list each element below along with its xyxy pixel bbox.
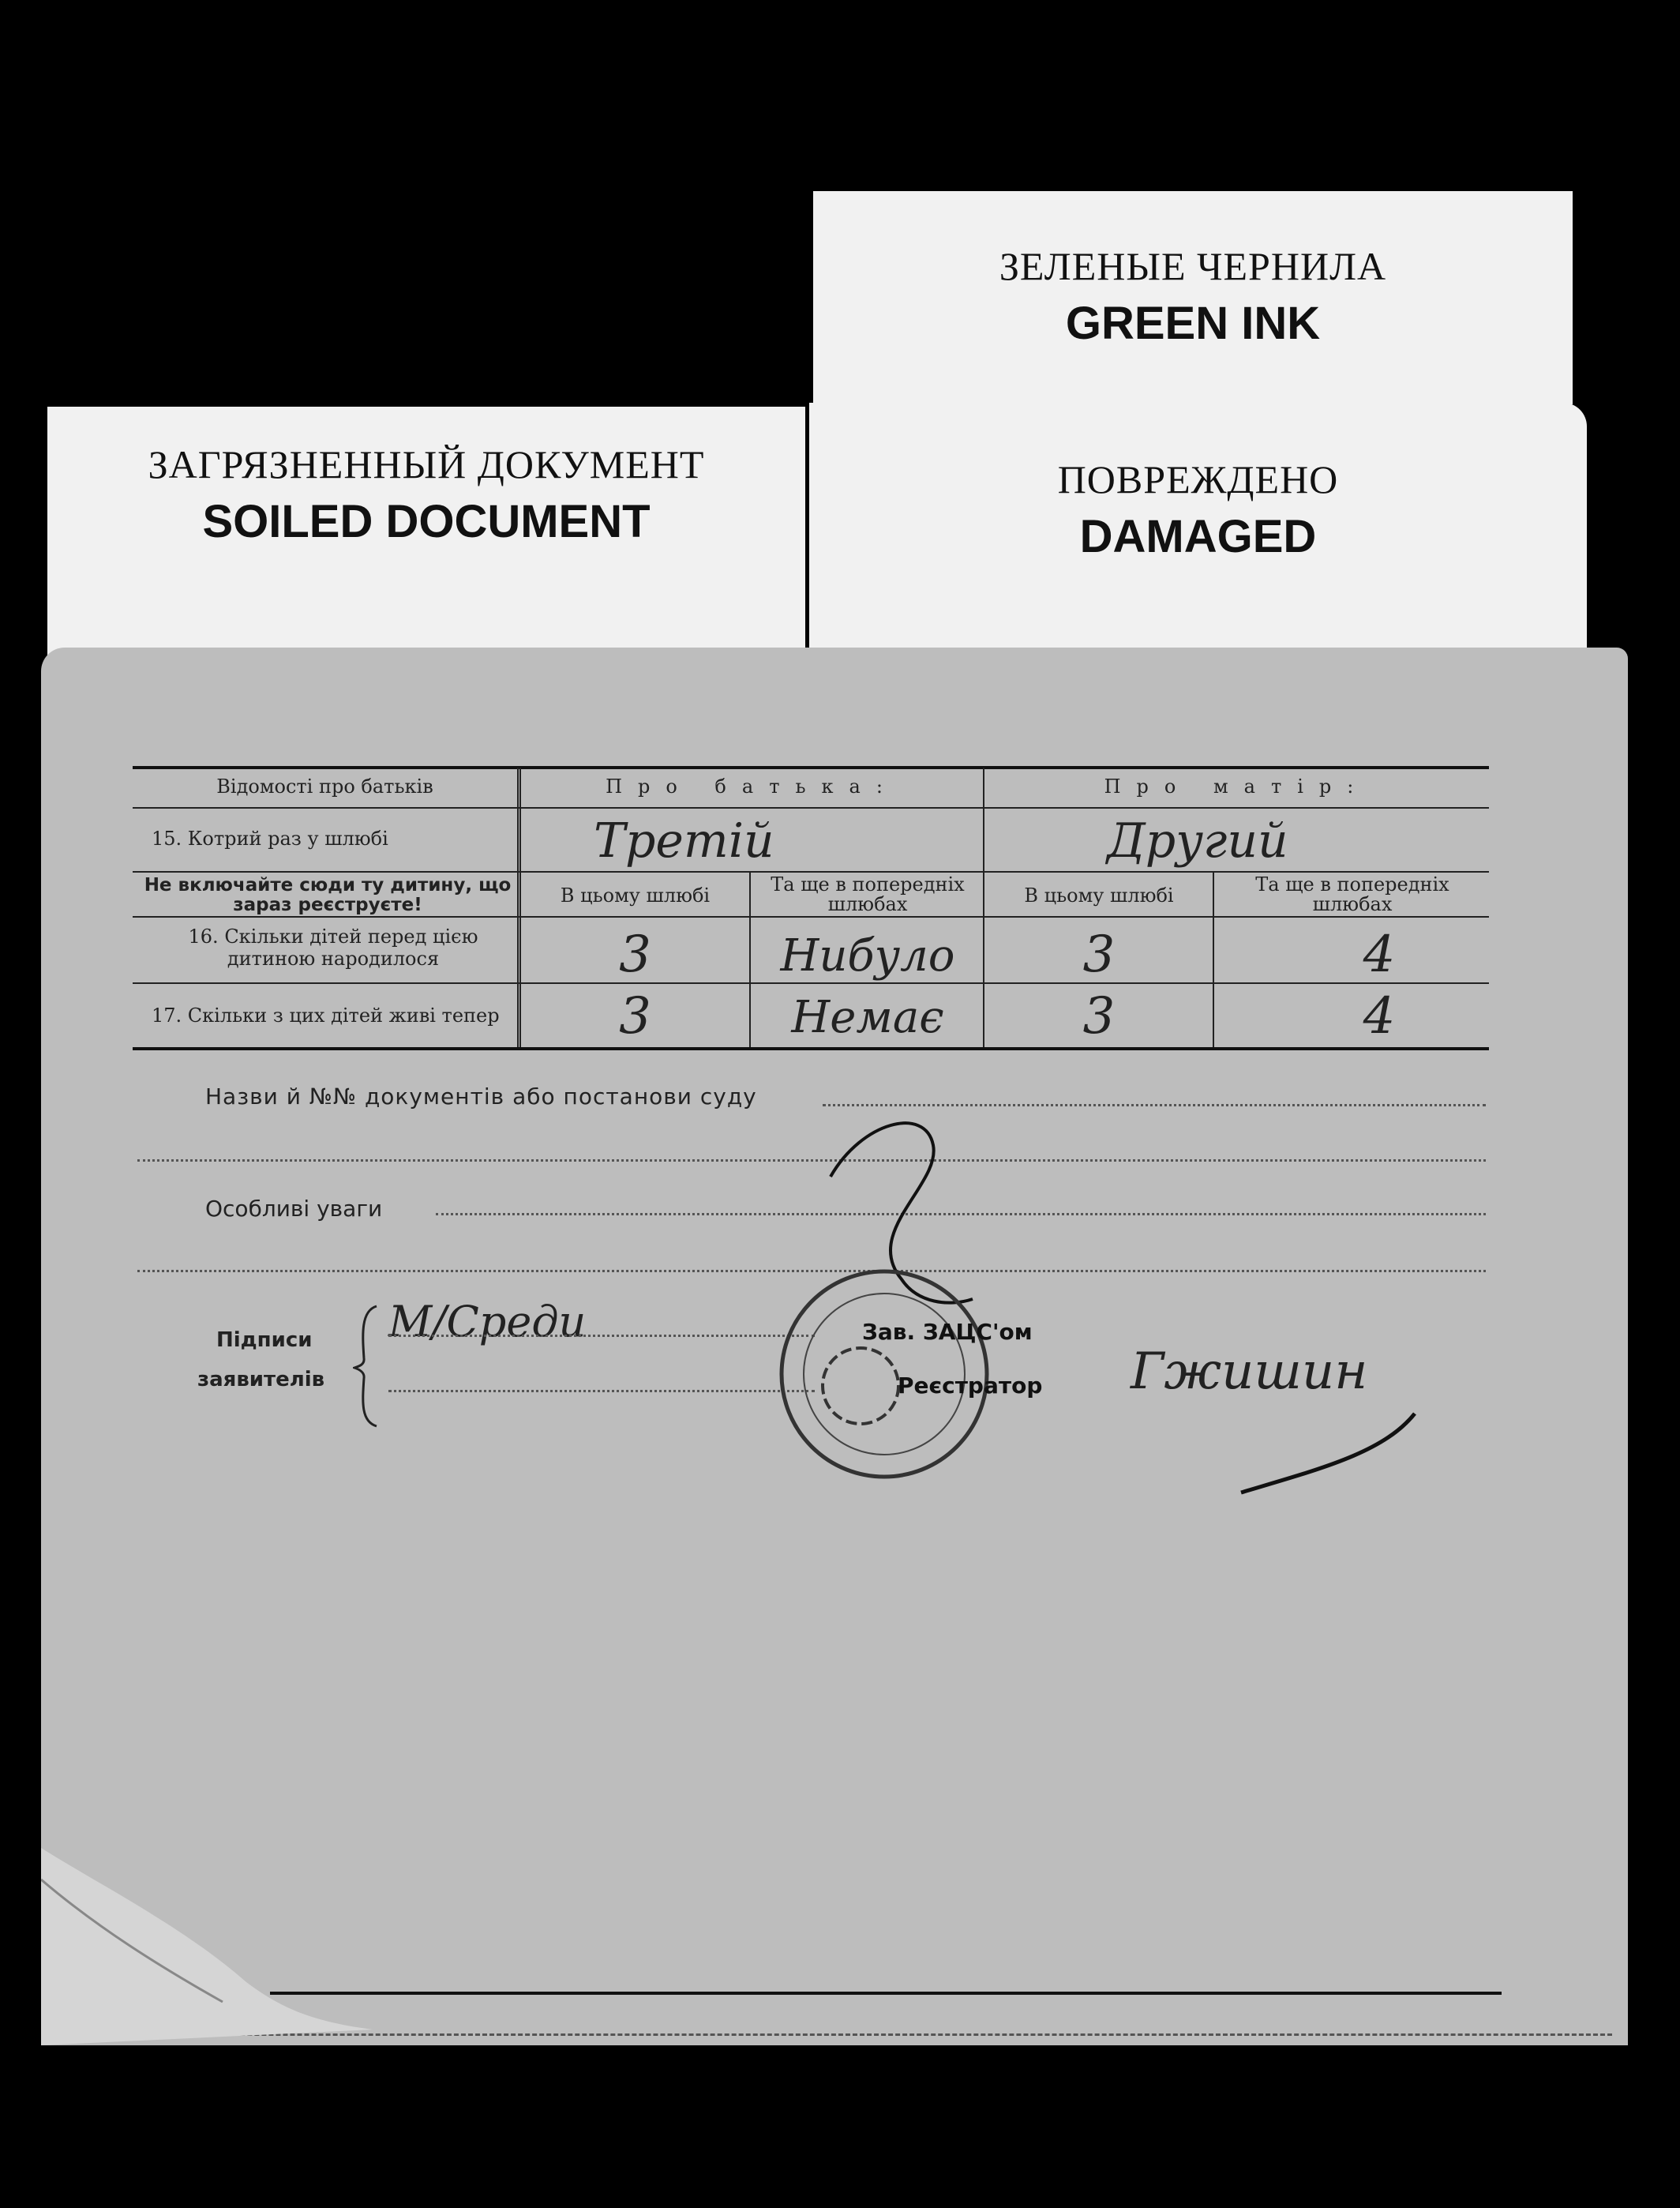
table-header-label: Відомості про батьків [216, 775, 433, 798]
registrar-line-1: Зав. ЗАЦС'ом [862, 1319, 1033, 1345]
remarks-label: Особливі уваги [205, 1196, 383, 1222]
registrar-signature: Гжишин [1131, 1342, 1368, 1401]
signatures-label-2: заявителів [197, 1368, 325, 1391]
row17-label: 17. Скільки з цих дітей живі тепер [152, 1004, 500, 1027]
green-ink-label-card [813, 191, 1573, 404]
table-bottom-rule [133, 1047, 1489, 1050]
signature-line-1 [388, 1335, 815, 1337]
row15-label: 15. Котрий раз у шлюбі [152, 828, 388, 850]
soiled-label-ru: ЗАГРЯЗНЕННЫЙ ДОКУМЕНТ [148, 442, 705, 486]
document-sheet [41, 648, 1628, 2045]
green-ink-label-ru: ЗЕЛЕНЫЕ ЧЕРНИЛА [999, 244, 1387, 288]
row16-father-current: 3 [619, 926, 651, 984]
green-ink-label-en: GREEN INK [1065, 298, 1321, 349]
table-top-rule [133, 766, 1489, 769]
signature-line-2 [388, 1390, 815, 1392]
damaged-label-en: DAMAGED [1079, 511, 1317, 562]
table-rule [133, 916, 1489, 918]
table-rule [133, 807, 1489, 809]
applicant-signature: М/Среди [388, 1297, 587, 1346]
row17-father-current: 3 [619, 987, 651, 1046]
subheader-father-current: В цьому шлюбі [560, 884, 711, 907]
father-header: Про батька: [606, 775, 898, 798]
row16-label: 16. Скільки дітей перед цією дитиною народилося [188, 926, 478, 970]
soiled-label-en: SOILED DOCUMENT [202, 496, 651, 547]
signatures-label-1: Підписи [216, 1328, 313, 1352]
row16-mother-previous: 4 [1363, 926, 1396, 984]
damaged-label-card [809, 403, 1587, 652]
table-divider [983, 768, 984, 1047]
subheader-mother-previous: Та ще в попередніх шлюбах [1255, 873, 1449, 915]
mother-header: Про матір: [1104, 775, 1370, 798]
row15-father-value: Третій [594, 813, 774, 869]
soiled-document-label-card [47, 407, 805, 659]
row16-father-previous: Нибуло [780, 930, 955, 982]
documents-line-2 [137, 1159, 1486, 1162]
table-divider [1213, 871, 1214, 1047]
row17-mother-current: 3 [1082, 987, 1116, 1046]
signature-flourish [1225, 1406, 1431, 1500]
row16-mother-current: 3 [1082, 926, 1116, 984]
damaged-corner [41, 1832, 373, 2045]
table-divider [749, 871, 751, 1047]
row15-mother-value: Другий [1107, 813, 1288, 869]
signatures-brace [353, 1303, 384, 1429]
note-label: Не включайте сюди ту дитину, що зараз реєструєте! [144, 875, 512, 915]
table-rule [133, 871, 1489, 873]
documents-label: Назви й №№ документів або постанови суду [205, 1083, 757, 1110]
registrar-line-2: Реєстратор [898, 1372, 1043, 1399]
subheader-mother-current: В цьому шлюбі [1024, 884, 1174, 907]
row17-father-previous: Немає [791, 992, 944, 1043]
row17-mother-previous: 4 [1363, 987, 1396, 1046]
bottom-rule [270, 1992, 1502, 1995]
subheader-father-previous: Та ще в попередніх шлюбах [771, 873, 965, 915]
damaged-label-ru: ПОВРЕЖДЕНО [1057, 457, 1339, 501]
